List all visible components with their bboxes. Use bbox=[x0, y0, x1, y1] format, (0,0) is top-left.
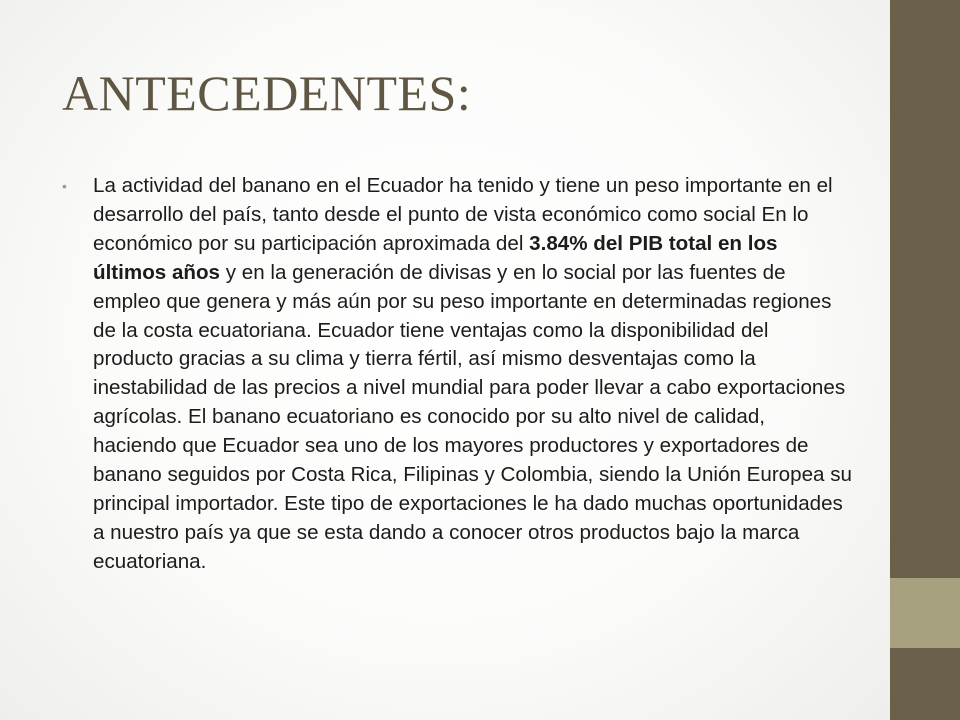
paragraph-text-end: y en la generación de divisas y en lo social por las fuentes de empleo que genera y más aún por su peso importante en determinadas regiones de la costa ecuatoriana. Ecuador tiene ventajas como la disponibilidad del producto gracias a su clima y tierra fértil, así mismo desventajas como la inestabilidad de las precios a nivel mundial para poder llevar a cabo exportaciones agrícolas. El banano ecuatoriano es conocido por su alto nivel de calidad, haciendo que Ecuador sea uno de los mayores productores y exportadores de banano seguidos por Costa Rica, Filipinas y Colombia, siendo la Unión Europea su principal importador. Este tipo de exportaciones le ha dado muchas oportunidades a nuestro país ya que se esta dando a conocer otros productos bajo la marca ecuatoriana. bbox=[93, 260, 852, 573]
side-band-bottom bbox=[890, 648, 960, 720]
bullet-icon: • bbox=[62, 178, 67, 194]
side-band-top bbox=[890, 0, 960, 578]
bullet-paragraph bbox=[93, 172, 852, 577]
decorative-side-band bbox=[890, 0, 960, 720]
paragraph-highlight: 3.84% del PIB total en los últimos años bbox=[93, 231, 778, 284]
bullet-item bbox=[62, 172, 852, 577]
slide-content bbox=[62, 172, 852, 577]
side-band-accent bbox=[890, 578, 960, 648]
paragraph-text-start: La actividad del banano en el Ecuador ha tenido y tiene un peso importante en el desarrollo del país, tanto desde el punto de vista económico como social En lo económico por su participación aproximada del bbox=[93, 174, 833, 255]
slide-title: ANTECEDENTES: bbox=[62, 65, 472, 121]
